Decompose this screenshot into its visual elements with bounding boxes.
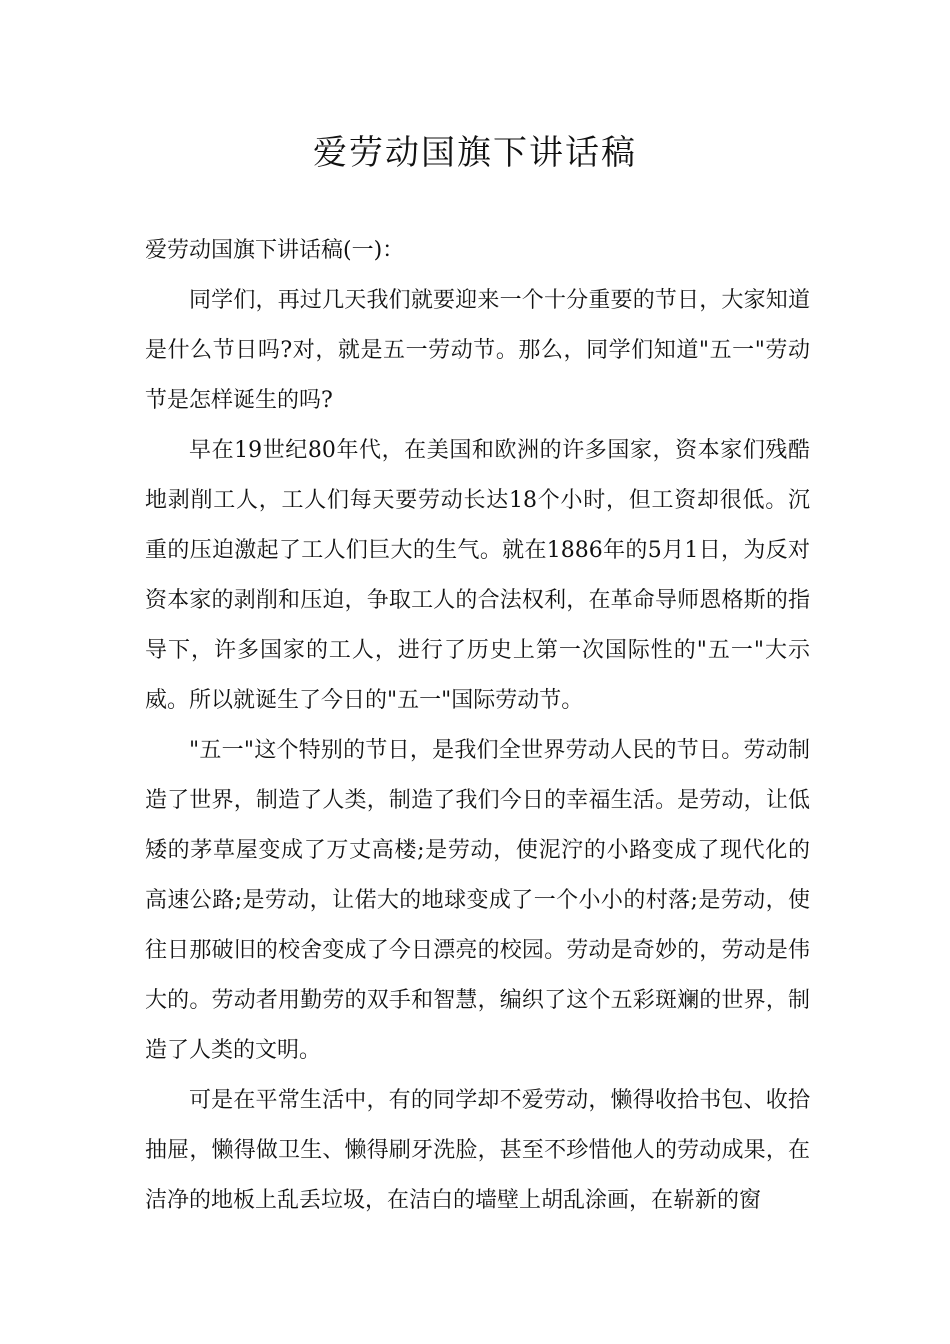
paragraph-2: 早在19世纪80年代，在美国和欧洲的许多国家，资本家们残酷地剥削工人，工人们每天要劳动长达18个小时，但工资却很低。沉重的压迫激起了工人们巨大的生气。就在1886年的5月1日，为反对资本家的剥削和压迫，争取工人的合法权利，在革命导师恩格斯的指导下，许多国家的工人，进行了历史上第一次国际性的"五一"大示威。所以就诞生了今日的"五一"国际劳动节。 — [145, 438, 810, 713]
section-subheading: 爱劳动国旗下讲话稿(一)： — [145, 238, 405, 263]
paragraph-1: 同学们，再过几天我们就要迎来一个十分重要的节日，大家知道是什么节日吗?对，就是五一劳动节。那么，同学们知道"五一"劳动节是怎样诞生的吗? — [145, 288, 810, 413]
paragraph-3: "五一"这个特别的节日，是我们全世界劳动人民的节日。劳动制造了世界，制造了人类，制造了我们今日的幸福生活。是劳动，让低矮的茅草屋变成了万丈高楼;是劳动，使泥泞的小路变成了现代化的高速公路;是劳动，让偌大的地球变成了一个小小的村落;是劳动，使往日那破旧的校舍变成了今日漂亮的校园。劳动是奇妙的，劳动是伟大的。劳动者用勤劳的双手和智慧，编织了这个五彩斑斓的世界，制造了人类的文明。 — [145, 738, 810, 1063]
paragraph-4: 可是在平常生活中，有的同学却不爱劳动，懒得收拾书包、收拾抽屉，懒得做卫生、懒得刷牙洗脸，甚至不珍惜他人的劳动成果，在洁净的地板上乱丢垃圾，在洁白的墙壁上胡乱涂画，在崭新的窗 — [145, 1088, 810, 1213]
document-body — [145, 226, 810, 1226]
document-title: 爱劳动国旗下讲话稿 — [313, 133, 637, 173]
